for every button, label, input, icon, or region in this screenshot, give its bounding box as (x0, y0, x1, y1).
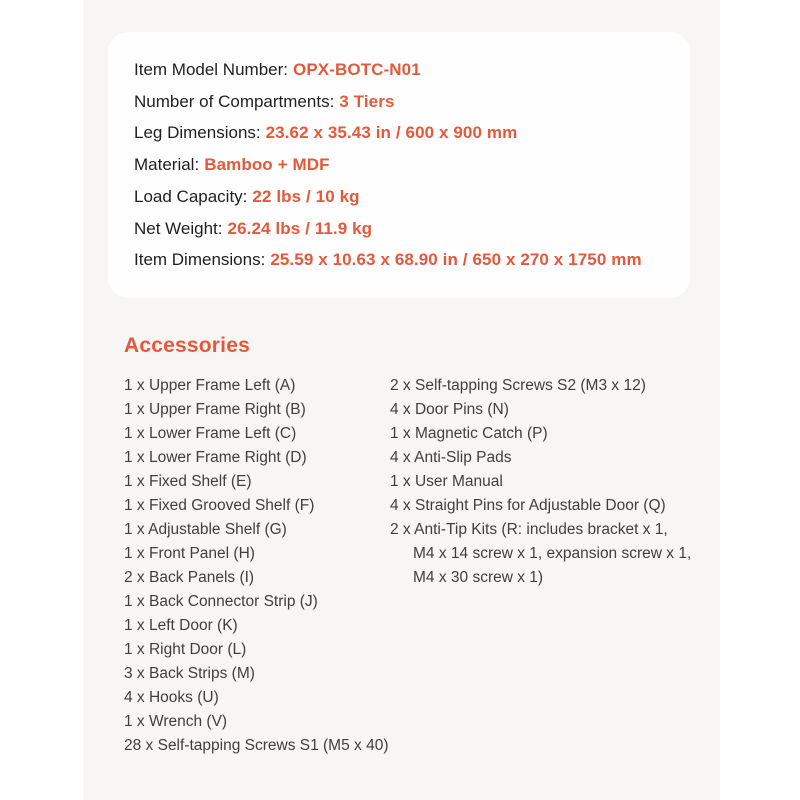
accessory-item: 1 x Back Connector Strip (J) (124, 593, 318, 610)
spec-value: OPX-BOTC-N01 (293, 60, 421, 79)
spec-row-model-number (134, 54, 664, 86)
accessory-item: 2 x Back Panels (I) (124, 569, 255, 586)
accessory-item: 1 x Lower Frame Left (C) (124, 425, 297, 442)
accessory-item: 1 x Upper Frame Left (A) (124, 377, 296, 394)
accessory-item: 1 x Fixed Grooved Shelf (F) (124, 497, 315, 514)
spec-value: 22 lbs / 10 kg (252, 186, 360, 206)
accessory-item: 1 x Lower Frame Right (D) (124, 449, 307, 466)
spec-row-net-weight (134, 213, 664, 245)
spec-label: Item Model Number: (134, 60, 288, 79)
spec-label: Material: (134, 155, 200, 175)
accessory-item: 28 x Self-tapping Screws S1 (M5 x 40) (124, 737, 389, 754)
accessory-item: 1 x User Manual (390, 473, 503, 490)
spec-value: 25.59 x 10.63 x 68.90 in / 650 x 270 x 1750 mm (270, 250, 642, 270)
accessory-item: 2 x Self-tapping Screws S2 (M3 x 12) (390, 377, 646, 394)
spec-row-item-dimensions (134, 244, 664, 276)
accessory-item-continuation: M4 x 30 screw x 1) (413, 569, 544, 586)
spec-row-compartments (134, 86, 664, 118)
accessory-item: 4 x Door Pins (N) (390, 401, 509, 418)
spec-row-leg-dimensions (134, 117, 664, 149)
accessory-item: 4 x Hooks (U) (124, 689, 219, 706)
spec-row-load-capacity (134, 181, 664, 213)
product-description-panel (83, 0, 720, 800)
spec-value: 23.62 x 35.43 in / 600 x 900 mm (265, 123, 518, 143)
accessory-item: 4 x Straight Pins for Adjustable Door (Q) (390, 497, 666, 514)
spec-label: Item Dimensions: (134, 250, 266, 270)
accessory-item: 1 x Right Door (L) (124, 641, 247, 658)
spec-label: Net Weight: (134, 218, 223, 238)
accessory-item: 1 x Wrench (V) (124, 713, 228, 730)
spec-value: 3 Tiers (339, 91, 395, 111)
spec-label: Number of Compartments: (134, 91, 335, 111)
accessories-heading: Accessories (124, 334, 250, 357)
accessories-list (124, 374, 720, 758)
accessory-item: 1 x Left Door (K) (124, 617, 238, 634)
accessory-item: 2 x Anti-Tip Kits (R: includes bracket x 1, (390, 521, 668, 538)
spec-card (108, 32, 690, 298)
accessory-item: 1 x Front Panel (H) (124, 545, 255, 562)
spec-label: Load Capacity: (134, 186, 248, 206)
accessories-column-right (390, 374, 720, 590)
accessory-item: 1 x Adjustable Shelf (G) (124, 521, 287, 538)
accessory-item: 3 x Back Strips (M) (124, 665, 255, 682)
accessories-column-left (124, 374, 390, 758)
accessory-item: 1 x Magnetic Catch (P) (390, 425, 548, 442)
spec-row-material (134, 149, 664, 181)
spec-label: Leg Dimensions: (134, 123, 261, 143)
accessory-item: 4 x Anti-Slip Pads (390, 449, 512, 466)
accessory-item-continuation: M4 x 14 screw x 1, expansion screw x 1, (413, 545, 692, 562)
spec-value: 26.24 lbs / 11.9 kg (227, 218, 373, 238)
accessory-item: 1 x Upper Frame Right (B) (124, 401, 306, 418)
spec-value: Bamboo + MDF (204, 155, 330, 175)
accessory-item: 1 x Fixed Shelf (E) (124, 473, 252, 490)
